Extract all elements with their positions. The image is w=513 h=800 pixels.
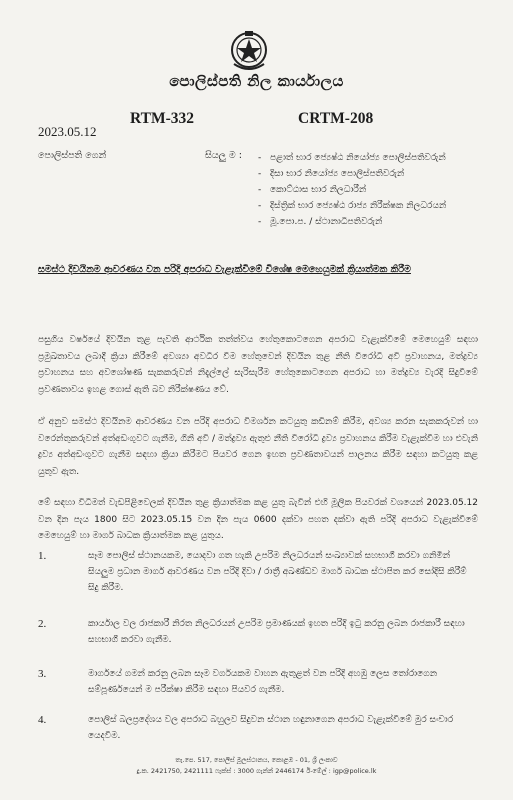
reference-number-crtm: CRTM-208 <box>298 110 374 127</box>
recipient-text: කොට්ඨාස භාර නිලධාරීන් <box>270 185 367 195</box>
body-paragraph: මේ සඳහා විධිමත් වැඩපිළිවෙලක් දිවයින තුළ ක්‍රියාත්මක කළ යුතු බැවින් එහි මූලික පියවරක් වශයෙන් 2023.05.12 වන දින පැය 1800 සිට 2023.05.15 වන දින පැය 0600 දක්වා පහත දක්වා ඇති පරිදි අපරාධ වැළැක්වීමේ මෙහෙයුම් හා මාර්ග බාධක ක්‍රියාත්මක කළ යුතුය. <box>38 498 478 541</box>
document-date: 2023.05.12 <box>38 124 97 139</box>
item-number: 1. <box>38 550 47 562</box>
item-number: 3. <box>38 668 47 680</box>
subject-heading: සමස්ථ දිවයිනම ආවරණය වන පරිදි අපරාධ වැළැක්වීමේ විශේෂ මෙහෙයුමක් ක්‍රියාත්මක කිරීම <box>38 264 411 275</box>
item-text: පොලිස් බලප්‍රදේශය වල අපරාධ බහුලව සිදුවන ස්ථාන හඳුනාගෙන අපරාධ වැළැක්වීමේ මුර සංචාර යෙදවීම. <box>88 715 454 741</box>
recipient-text: පළාත් භාර ජ්‍යෙෂ්ඨ නියෝජ්‍ය පොලිස්පතිවරුන් <box>270 153 446 163</box>
recipient-bullet: - <box>258 217 262 227</box>
reference-number-rtm: RTM-332 <box>130 110 195 127</box>
recipient-text: දිස්ත්‍රික් භාර ජ්‍යෙෂ්ඨ රාජ්‍ය නිරීක්ෂක නිලධරයන් <box>270 201 447 211</box>
recipient-text: දිසා භාර නියෝජ්‍ය පොලිස්පතිවරුන් <box>270 169 405 179</box>
item-number: 2. <box>38 618 47 630</box>
police-emblem-icon <box>228 30 270 74</box>
numbered-item <box>38 548 478 596</box>
recipients-label: සියලු ම : <box>205 150 242 161</box>
item-text: මාර්ගයේ ගමන් කරනු ලබන සෑම වර්ගයකම වාහන ඇතුළත් වන පරිදි අහඹු ලෙස තෝරාගෙන සම්පූර්ණයෙන් ම පරීක්ෂා කිරීම සඳහා පියවර ගැනීම. <box>88 669 438 695</box>
recipient-bullet: - <box>258 185 262 195</box>
recipient-item <box>258 214 446 230</box>
recipient-item <box>258 198 446 214</box>
footer-address: තැ.පෙ. 517, පොලිස් මූලස්ථානය, කොළඹ - 01, ශ්‍රී ලංකාව <box>175 756 338 764</box>
recipient-text: මූ.පො.ප. / ස්ථානාධිපතිවරුන් <box>270 217 383 227</box>
footer-contacts: දු.ක. 2421750, 2421111 ෆැක්ස් : 3000 ගැන්න් 2446174 ඊ-මේල් : igp@police.lk <box>136 767 377 775</box>
recipient-item <box>258 182 446 198</box>
recipient-item <box>258 150 446 166</box>
office-title: පොලිස්පති නිල කාර්යාලය <box>169 72 344 90</box>
numbered-item <box>38 616 478 648</box>
recipient-bullet: - <box>258 153 262 163</box>
numbered-item <box>38 666 478 698</box>
item-text: කාර්යාල වල රාජකාරී නිරත නිලධරයන් උපරිම ප්‍රමාණයක් ඉහත පරිදි ඉටු කරනු ලබන රාජකාරී සඳහා සහභාගී කරවා ගැනීම. <box>88 619 465 645</box>
item-number: 4. <box>38 714 47 726</box>
sender-line: පොලිස්පති ගෙන් <box>38 150 107 161</box>
recipient-bullet: - <box>258 169 262 179</box>
recipient-bullet: - <box>258 201 262 211</box>
body-paragraph: ඒ අනුව සමස්ථ දිවයිනම ආවරණය වන පරිදි අපරාධ විමර්ශන කටයුතු කඩිනම් කිරීම, අවශ්‍ය කරන සැකකරුවන් හා වරෙන්තුකරුවන් අත්අඩංගුවට ගැනීම, ගිනි අවි / මත්ද්‍රව්‍ය ඇතුළු නීති විරෝධී ද්‍රව්‍ය ප්‍රවාහනය කිරීම වැළැක්වීම හා එවැනි ද්‍රව්‍ය අත්අඩංගුවට ගැනීම සඳහා ක්‍රියා කිරීමට පියවර ගෙන ඉහත ප්‍රවණතාවයන් පාලනය කිරීම සඳහා කටයුතු කළ යුතුව ඇත. <box>38 417 478 477</box>
body-paragraph: පසුගිය වර්ෂයේ දිවයින තුළ පැවති ආර්ථික තත්ත්වය හේතුකොටගෙන අපරාධ වැළැක්වීමේ මෙහෙයුම් සඳහා ප්‍රමුඛතාවය ලබාදී ක්‍රියා කිරීමේ අවශ්‍යා අවධිර වීම හේතුවෙන් දිවයින තුළ නීති විරෝධී අවි ප්‍රවාහනය, මත්ද්‍රව්‍ය ප්‍රවාහනය සහ අවශෝෂණ සැකකරුවන් නිදැල්ලේ සැරිසැරීම හේතුකොටගෙන අපරාධ හා මත්ද්‍රව්‍ය වැරදි සිදුවීමේ ප්‍රවණතාවය ඉහළ ගොස් ඇති බව නිරීක්ෂණය වේ. <box>38 335 478 395</box>
item-text: සෑම පොලිස් ස්ථානයකම, යොදවා ගත හැකි උපරිම නිලධරයන් සංඛ්‍යාවක් සහභාගී කරවා ගනිමින් සියලුම ප්‍රධාන මාර්ග ආවරණය වන පරිදි දිවා / රාත්‍රී අඛණ්ඩව මාර්ග බාධක ස්ථාපිත කර සෝදිසි කිරීම් සිදු කිරීම. <box>88 551 467 593</box>
recipient-item <box>258 166 446 182</box>
recipients-list <box>258 150 446 230</box>
numbered-item <box>38 712 478 744</box>
